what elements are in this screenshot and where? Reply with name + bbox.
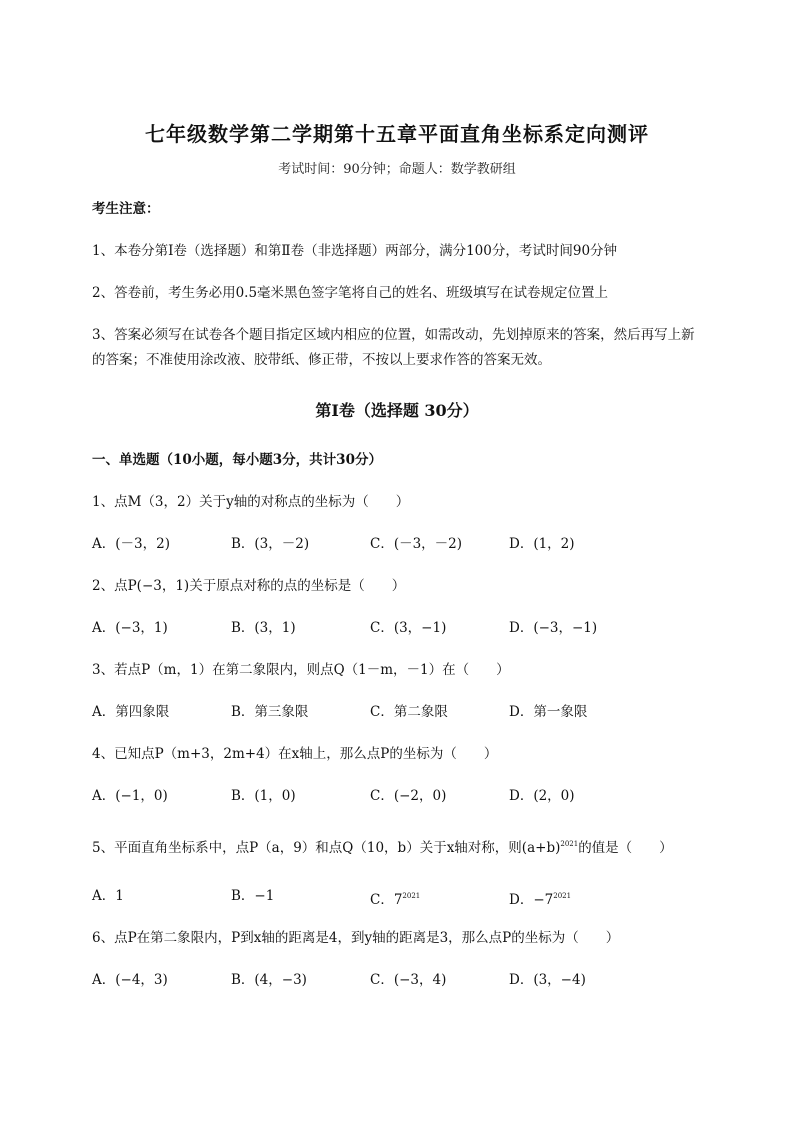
question-1-stem: 1、点M（3，2）关于y轴的对称点的坐标为（ ） bbox=[92, 494, 410, 510]
question-4-stem: 4、已知点P（m+3，2m+4）在x轴上，那么点P的坐标为（ ） bbox=[92, 746, 498, 762]
question-1-option-c[interactable]: C．(－3，－2) bbox=[370, 536, 463, 552]
option-text: C．7 bbox=[370, 892, 403, 908]
question-2-option-b[interactable]: B．(3，1) bbox=[231, 620, 296, 636]
question-4-option-a[interactable]: A．(−1，0) bbox=[92, 788, 168, 804]
question-3-options bbox=[92, 700, 732, 724]
question-4-option-c[interactable]: C．(−2，0) bbox=[370, 788, 447, 804]
question-3-option-b[interactable]: B．第三象限 bbox=[231, 704, 309, 720]
question-3-option-c[interactable]: C．第二象限 bbox=[370, 704, 448, 720]
option-exponent: 2021 bbox=[402, 892, 421, 900]
question-2-option-a[interactable]: A．(−3，1) bbox=[92, 620, 168, 636]
exam-info: 考试时间：90分钟；命题人：数学教研组 bbox=[278, 162, 516, 177]
question-1-option-d[interactable]: D．(1，2) bbox=[509, 536, 575, 552]
section-heading: 一、单选题（10小题，每小题3分，共计30分） bbox=[92, 452, 382, 468]
question-5-option-c[interactable] bbox=[370, 884, 420, 912]
option-exponent: 2021 bbox=[553, 892, 572, 900]
question-3-stem: 3、若点P（m，1）在第二象限内，则点Q（1－m，－1）在（ ） bbox=[92, 662, 510, 678]
question-6-option-a[interactable]: A．(−4，3) bbox=[92, 972, 168, 988]
question-4-option-b[interactable]: B．(1，0) bbox=[231, 788, 296, 804]
question-5-option-a[interactable] bbox=[92, 884, 124, 908]
notice-item-2: 2、答卷前，考生务必用0.5毫米黑色签字笔将自己的姓名、班级填写在试卷规定位置上 bbox=[92, 285, 609, 301]
option-text: D．−7 bbox=[509, 892, 554, 908]
question-5-stem bbox=[92, 832, 752, 860]
question-2-option-c[interactable]: C．(3，−1) bbox=[370, 620, 447, 636]
question-5-options bbox=[92, 884, 732, 908]
question-5-option-b[interactable] bbox=[231, 884, 274, 908]
question-2-option-d[interactable]: D．(−3，−1) bbox=[509, 620, 598, 636]
question-6-option-c[interactable]: C．(−3，4) bbox=[370, 972, 447, 988]
question-5-stem-end: 的值是（ ） bbox=[578, 840, 673, 856]
question-5-option-d[interactable] bbox=[509, 884, 571, 912]
question-6-options bbox=[92, 968, 732, 992]
option-text: A．1 bbox=[92, 888, 124, 904]
option-text: B．−1 bbox=[231, 888, 275, 904]
question-6-option-b[interactable]: B．(4，−3) bbox=[231, 972, 307, 988]
question-5-exponent: 2021 bbox=[560, 840, 579, 848]
page-title: 七年级数学第二学期第十五章平面直角坐标系定向测评 bbox=[145, 122, 649, 146]
notice-item-3-continued: 的答案；不准使用涂改液、胶带纸、修正带，不按以上要求作答的答案无效。 bbox=[92, 352, 551, 368]
question-5-stem-text: 5、平面直角坐标系中，点P（a，9）和点Q（10，b）关于x轴对称，则(a+b) bbox=[92, 840, 561, 856]
question-3-option-d[interactable]: D．第一象限 bbox=[509, 704, 588, 720]
question-2-stem: 2、点P(−3，1)关于原点对称的点的坐标是（ ） bbox=[92, 578, 406, 594]
notice-item-3: 3、答案必须写在试卷各个题目指定区域内相应的位置，如需改动，先划掉原来的答案，然后再写上新 bbox=[92, 327, 695, 343]
question-1-option-b[interactable]: B．(3，－2) bbox=[231, 536, 310, 552]
question-4-option-d[interactable]: D．(2，0) bbox=[509, 788, 575, 804]
question-1-options bbox=[92, 532, 732, 556]
question-1-option-a[interactable]: A．(－3，2) bbox=[92, 536, 170, 552]
question-6-option-d[interactable]: D．(3，−4) bbox=[509, 972, 586, 988]
question-4-options bbox=[92, 784, 732, 808]
notice-heading: 考生注意： bbox=[92, 201, 160, 217]
question-3-option-a[interactable]: A．第四象限 bbox=[92, 704, 170, 720]
section-title: 第I卷（选择题 30分） bbox=[315, 401, 479, 420]
question-6-stem: 6、点P在第二象限内，P到x轴的距离是4，到y轴的距离是3，那么点P的坐标为（ ） bbox=[92, 930, 620, 946]
question-2-options bbox=[92, 616, 732, 640]
notice-item-1: 1、本卷分第I卷（选择题）和第Ⅱ卷（非选择题）两部分，满分100分，考试时间90分钟 bbox=[92, 243, 618, 259]
